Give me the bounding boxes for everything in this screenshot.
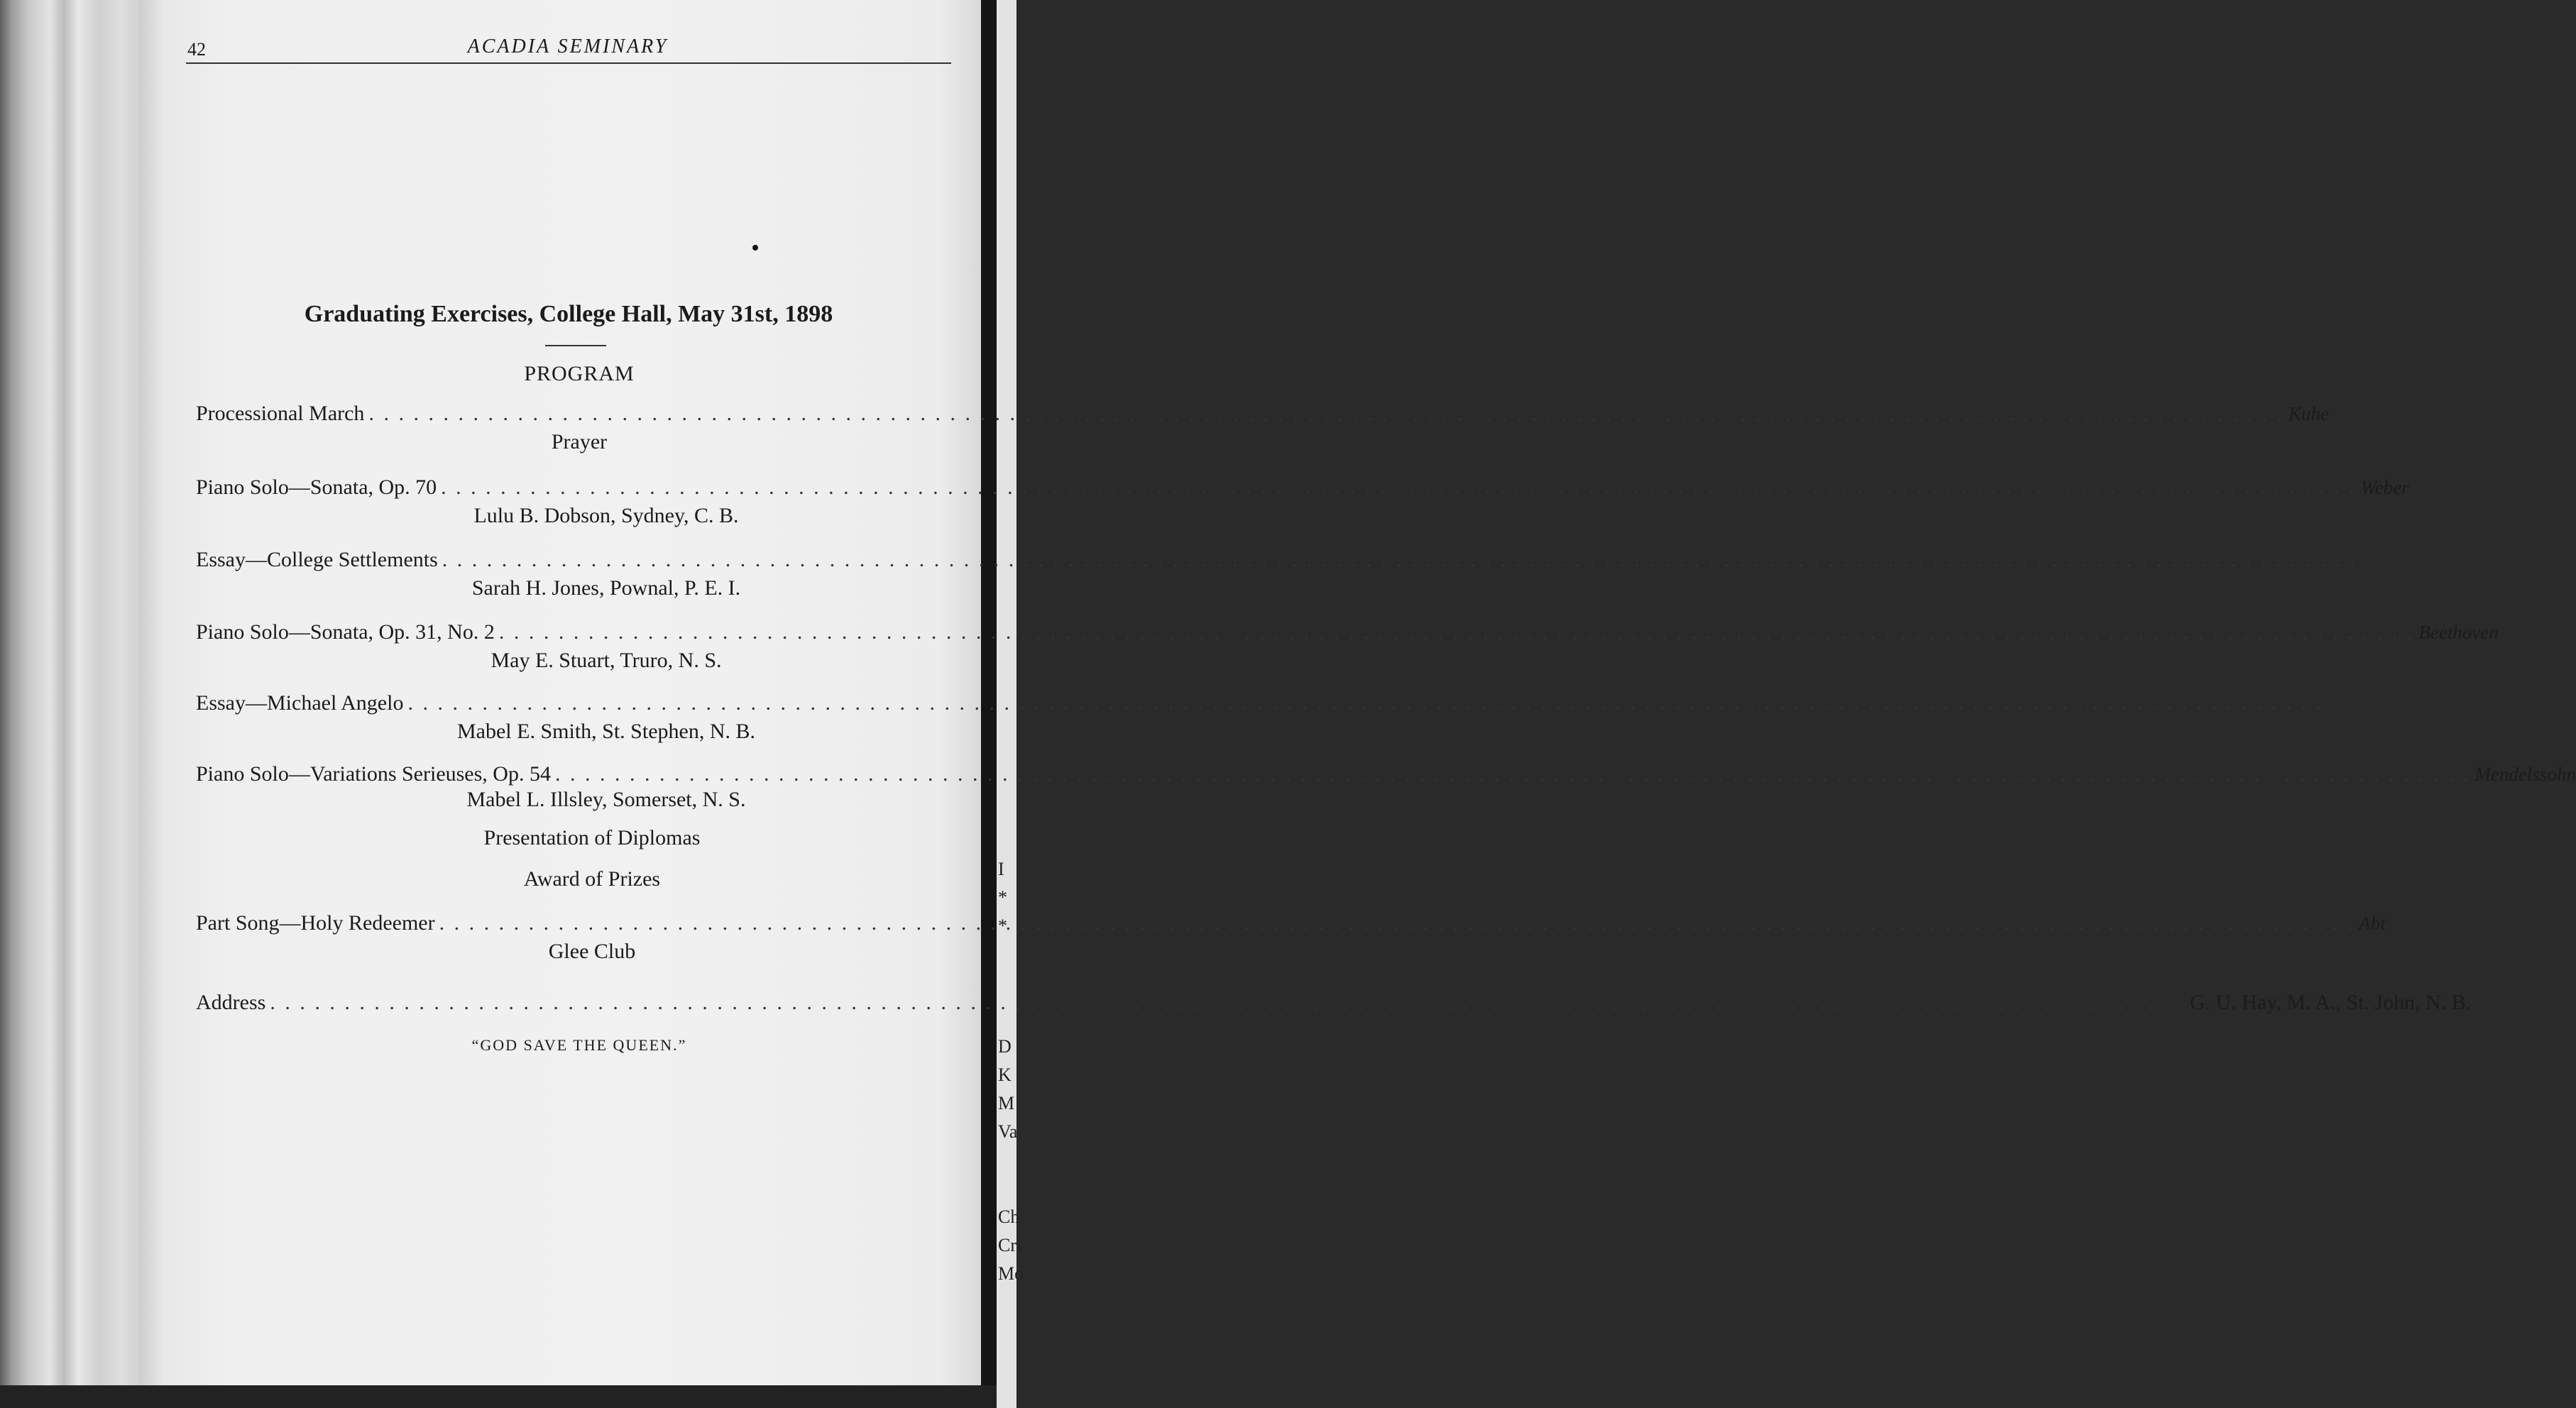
composer: Abt	[2359, 913, 2386, 934]
dot-leader	[442, 548, 2358, 572]
program-line	[196, 762, 2576, 786]
program-item: Essay—Michael Angelo	[196, 691, 404, 715]
program-heading: PROGRAM	[524, 362, 635, 385]
composer: Weber	[2360, 477, 2409, 498]
program-item: Address	[196, 991, 266, 1014]
program-line	[196, 691, 954, 715]
facing-fragment: Mo	[998, 1263, 1024, 1284]
program-item: Piano Solo—Sonata, Op. 31, No. 2	[196, 620, 495, 644]
dot-leader	[407, 691, 2323, 715]
facing-fragment: K	[998, 1065, 1012, 1085]
ink-speck	[752, 245, 758, 251]
book-shadow	[0, 1385, 997, 1408]
program-line	[196, 911, 2386, 935]
facing-fragment: Ch	[998, 1206, 1020, 1227]
running-head: ACADIA SEMINARY	[467, 35, 669, 57]
closing-anthem: “GOD SAVE THE QUEEN.”	[471, 1036, 687, 1054]
book-page-edges	[0, 0, 142, 1408]
speaker: G. U. Hay, M. A., St. John, N. B.	[2189, 991, 2472, 1014]
page-number: 42	[187, 39, 206, 60]
program-line	[196, 475, 2409, 500]
facing-fragment: M	[998, 1093, 1015, 1113]
facing-fragment: Cri	[998, 1235, 1022, 1255]
performer: Glee Club	[548, 940, 636, 963]
facing-fragment: I	[998, 859, 1004, 879]
dot-leader	[368, 402, 2284, 426]
dot-leader	[555, 762, 2471, 786]
program-center-item: Prayer	[551, 430, 608, 453]
title-rule	[545, 345, 606, 346]
program-line	[196, 991, 2472, 1015]
facing-fragment: *	[998, 915, 1007, 936]
program-item: Piano Solo—Variations Serieuses, Op. 54	[196, 762, 551, 786]
program-line	[196, 548, 954, 572]
program-item: Piano Solo—Sonata, Op. 70	[196, 475, 437, 499]
composer: Kuhe	[2288, 403, 2329, 424]
program-center-item: Presentation of Diplomas	[483, 826, 701, 849]
dot-leader	[441, 475, 2357, 500]
program-center-item: Award of Prizes	[523, 867, 661, 891]
dot-leader	[499, 620, 2415, 644]
program-item: Essay—College Settlements	[196, 548, 438, 571]
header-rule	[186, 62, 951, 64]
composer: Mendelssohn	[2474, 764, 2576, 785]
performer: Lulu B. Dobson, Sydney, C. B.	[473, 504, 739, 527]
dot-leader	[270, 991, 2186, 1015]
program-item: Processional March	[196, 402, 365, 425]
facing-fragment: *	[998, 887, 1007, 908]
composer: Beethoven	[2418, 622, 2499, 643]
facing-fragment: D	[998, 1036, 1012, 1057]
performer: Mabel E. Smith, St. Stephen, N. B.	[457, 720, 755, 743]
performer: Mabel L. Illsley, Somerset, N. S.	[466, 788, 746, 811]
facing-fragment: Va	[998, 1121, 1018, 1142]
program-line	[196, 620, 2499, 644]
program-item: Part Song—Holy Redeemer	[196, 911, 435, 935]
performer: May E. Stuart, Truro, N. S.	[490, 649, 722, 672]
dot-leader	[439, 911, 2355, 935]
program-line	[196, 402, 2329, 426]
page-title: Graduating Exercises, College Hall, May 31st, 1898	[304, 301, 833, 327]
performer: Sarah H. Jones, Pownal, P. E. I.	[471, 576, 741, 600]
